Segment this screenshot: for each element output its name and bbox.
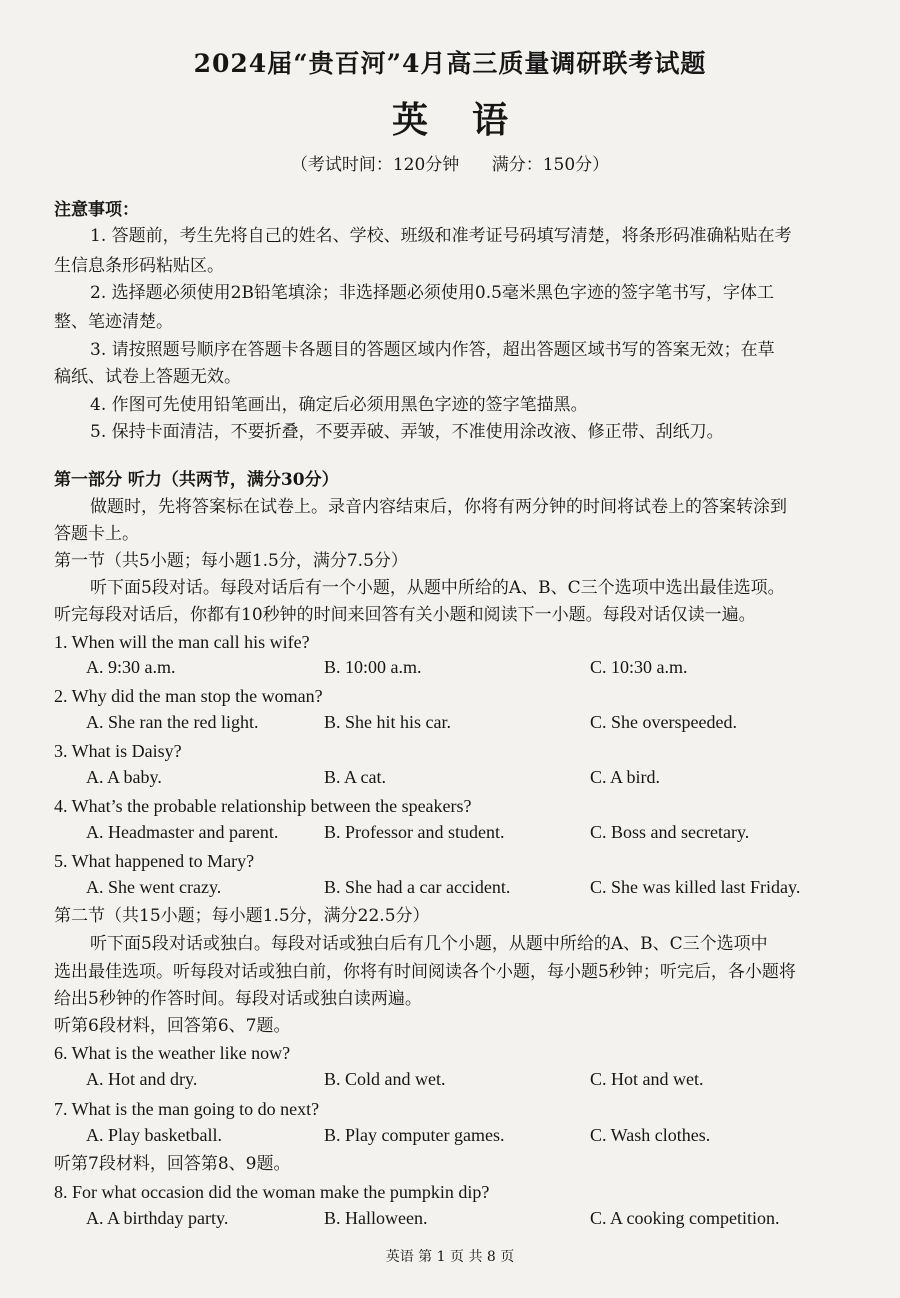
question-stem: 2. Why did the man stop the woman? (54, 686, 323, 706)
option-a: A. A baby. (86, 767, 162, 787)
option-b: B. Cold and wet. (324, 1069, 446, 1089)
note-line: 4. 作图可先使用铅笔画出，确定后必须用黑色字迹的签字笔描黑。 (90, 395, 588, 415)
note-line: 稿纸、试卷上答题无效。 (54, 367, 241, 387)
option-a: A. Play basketball. (86, 1125, 222, 1145)
question-stem: 7. What is the man going to do next? (54, 1099, 320, 1119)
question-stem: 8. For what occasion did the woman make the pumpkin dip? (54, 1182, 490, 1202)
note-line: 生信息条形码粘贴区。 (54, 256, 224, 276)
option-b: B. Play computer games. (324, 1125, 505, 1145)
question-stem: 5. What happened to Mary? (54, 851, 255, 871)
option-c: C. A cooking competition. (590, 1208, 780, 1228)
section1-intro: 听完每段对话后，你都有10秒钟的时间来回答有关小题和阅读下一小题。每段对话仅读一遍。 (54, 605, 756, 625)
option-c: C. Boss and secretary. (590, 822, 750, 842)
option-c: C. A bird. (590, 767, 661, 787)
part1-heading: 第一部分 听力（共两节，满分30分） (54, 470, 339, 490)
option-b: B. Professor and student. (324, 822, 505, 842)
note-line: 3. 请按照题号顺序在答题卡各题目的答题区域内作答，超出答题区域书写的答案无效；在草 (90, 340, 775, 360)
option-a: A. Hot and dry. (86, 1069, 198, 1089)
option-c: C. She overspeeded. (590, 712, 737, 732)
exam-title: 2024届“贵百河”4月高三质量调研联考试题 (193, 49, 707, 78)
section2-intro: 选出最佳选项。听每段对话或独白前，你将有时间阅读各个小题，每小题5秒钟；听完后，各小题将 (54, 962, 796, 982)
question-stem: 1. When will the man call his wife? (54, 632, 310, 652)
option-a: A. She went crazy. (86, 877, 222, 897)
option-a: A. She ran the red light. (86, 712, 259, 732)
option-a: A. A birthday party. (86, 1208, 229, 1228)
part1-intro: 做题时，先将答案标在试卷上。录音内容结束后，你将有两分钟的时间将试卷上的答案转涂到 (90, 497, 787, 517)
question-stem: 3. What is Daisy? (54, 741, 182, 761)
section2-intro: 听下面5段对话或独白。每段对话或独白后有几个小题，从题中所给的A、B、C三个选项中 (90, 934, 768, 954)
note-line: 2. 选择题必须使用2B铅笔填涂；非选择题必须使用0.5毫米黑色字迹的签字笔书写，字体工 (90, 283, 774, 303)
option-c: C. Hot and wet. (590, 1069, 704, 1089)
notes-heading: 注意事项： (54, 200, 139, 220)
part1-intro: 答题卡上。 (54, 524, 139, 544)
section1-heading: 第一节（共5小题；每小题1.5分，满分7.5分） (54, 551, 408, 571)
option-b: B. A cat. (324, 767, 386, 787)
question-stem: 6. What is the weather like now? (54, 1043, 291, 1063)
note-line: 整、笔迹清楚。 (54, 312, 173, 332)
section1-intro: 听下面5段对话。每段对话后有一个小题，从题中所给的A、B、C三个选项中选出最佳选项。 (90, 578, 785, 598)
option-b: B. 10:00 a.m. (324, 657, 422, 677)
note-line: 1. 答题前，考生先将自己的姓名、学校、班级和准考证号码填写清楚，将条形码准确粘贴在考 (90, 226, 792, 246)
material-heading: 听第6段材料，回答第6、7题。 (54, 1016, 291, 1036)
note-line: 5. 保持卡面清洁，不要折叠，不要弄破、弄皱，不准使用涂改液、修正带、刮纸刀。 (90, 422, 724, 442)
option-c: C. She was killed last Friday. (590, 877, 801, 897)
section2-intro: 给出5秒钟的作答时间。每段对话或独白读两遍。 (54, 989, 422, 1009)
option-a: A. Headmaster and parent. (86, 822, 279, 842)
page-footer: 英语 第 1 页 共 8 页 (385, 1249, 515, 1265)
question-stem: 4. What’s the probable relationship between the speakers? (54, 796, 472, 816)
section2-heading: 第二节（共15小题；每小题1.5分，满分22.5分） (54, 906, 430, 926)
exam-info: （考试时间：120分钟 满分：150分） (290, 155, 610, 175)
option-b: B. She hit his car. (324, 712, 451, 732)
option-c: C. Wash clothes. (590, 1125, 711, 1145)
option-c: C. 10:30 a.m. (590, 657, 688, 677)
option-a: A. 9:30 a.m. (86, 657, 176, 677)
material-heading: 听第7段材料，回答第8、9题。 (54, 1154, 291, 1174)
subject-title: 英语 (391, 99, 552, 141)
option-b: B. Halloween. (324, 1208, 428, 1228)
option-b: B. She had a car accident. (324, 877, 511, 897)
